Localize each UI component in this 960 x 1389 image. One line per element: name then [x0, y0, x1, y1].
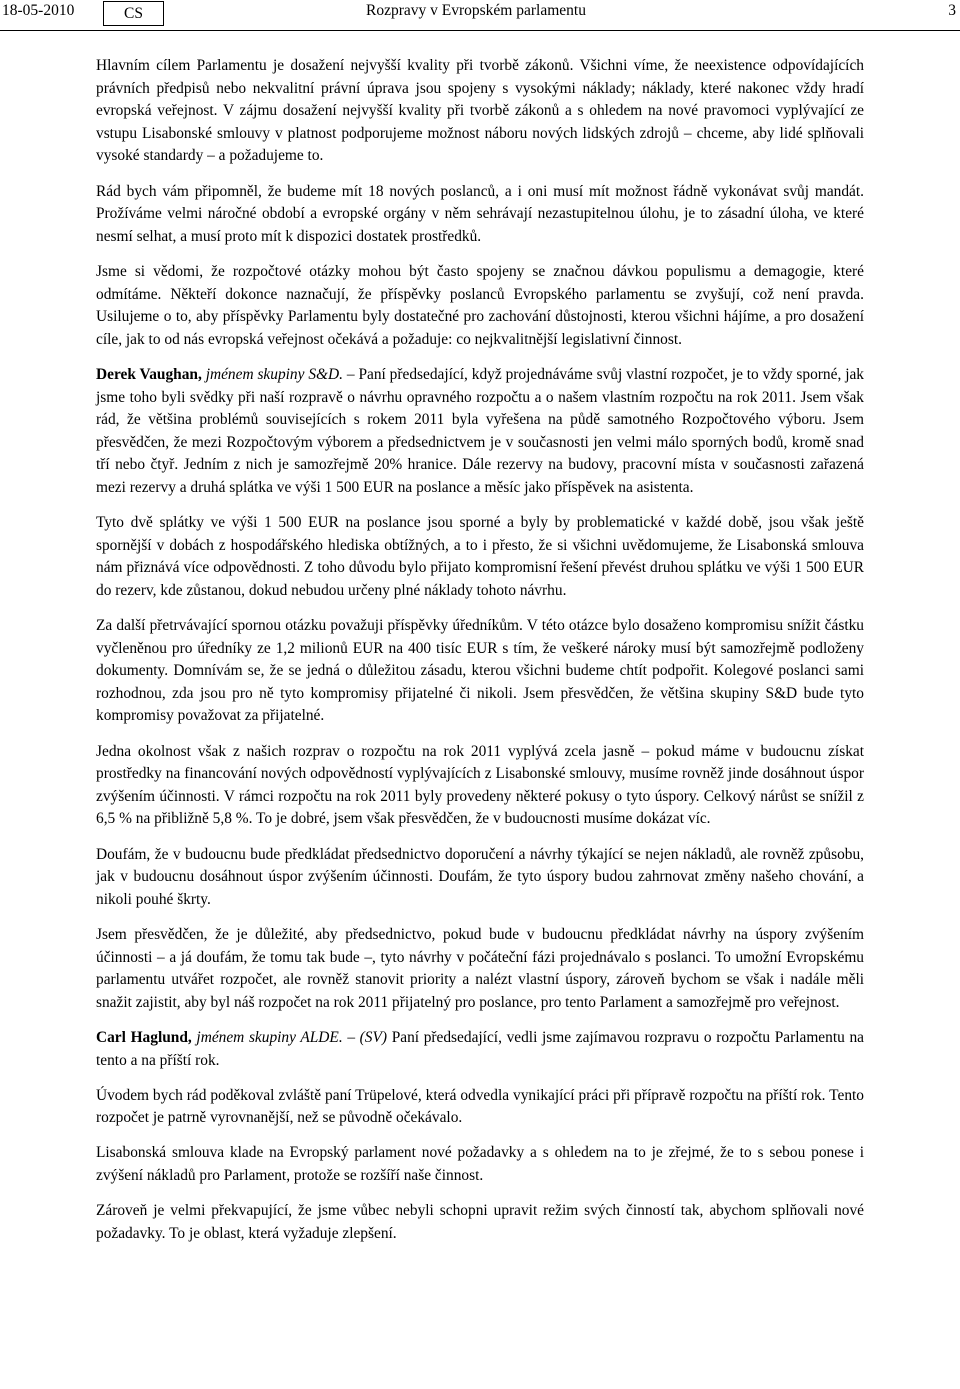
paragraph-text: Hlavním cílem Parlamentu je dosažení nejvyšší kvality při tvorbě zákonů. Všichni víme, že neexistence odpovídajících právních předpisů nebo nekvalitní právní úprava jsou spojeny s vysokými náklady; náklady, které nakonec vždy hradí evropská veřejnost. V zájmu dosažení nejvyšší kvality při tvorbě zákonů a s ohledem na nové pravomoci vyplývající ze vstupu Lisabonské smlouvy v platnost podporujeme možnost náboru nových lidských zdrojů – chceme, aby lidé splňovali vysoké standardy – a požadujeme to. — [96, 57, 864, 165]
paragraph-text: Paní předsedající, vedli jsme zajímavou rozpravu o rozpočtu Parlamentu na tento a na příští rok. — [96, 1028, 864, 1069]
paragraph — [96, 1085, 864, 1130]
paragraph-text: – Paní předsedající, když projednáváme svůj vlastní rozpočet, je to vždy sporné, jak jsme toho byli svědky při naší rozpravě o návrhu opravného rozpočtu a o našem vlastním rozpočtu na rok 2011. Jsem však rád, že většina problémů souvisejících s rokem 2011 byla vyřešena na půdě samotného Rozpočtového výboru. Jsem přesvědčen, že mezi Rozpočtovým výborem a předsednictvem je v současnosti jen velmi málo sporných bodů, kromě snad tří nebo čtyř. Jedním z nich je samozřejmě 20% hranice. Dále rezervy na budovy, pracovní místa v současnosti zařazená mezi rezervy a druhá splátka ve výši 1 500 EUR na poslance a měsíc jako příspěvek na asistenta. — [96, 365, 864, 496]
paragraph-text: Zároveň je velmi překvapující, že jsme vůbec nebyli schopni upravit režim svých činností tak, abychom splňovali nové požadavky. To je oblast, která vyžaduje zlepšení. — [96, 1202, 864, 1242]
language-code-box: CS — [103, 1, 164, 26]
running-title: Rozpravy v Evropském parlamentu — [366, 2, 586, 19]
paragraph-text: Úvodem bych rád poděkoval zvláště paní Trüpelové, která odvedla vynikající práci při přípravě rozpočtu na příští rok. Tento rozpočet je patrně vyrovnanější, než se původně očekávalo. — [96, 1086, 864, 1127]
speaker-name: Derek Vaughan, — [96, 365, 202, 383]
header-date: 18-05-2010 — [2, 2, 75, 19]
paragraph-text: Doufám, že v budoucnu bude předkládat předsednictvo doporučení a návrhy týkající se nejen nákladů, ale rovněž způsobu, jak v budoucnu dosáhnout úspor zvýšením účinnosti. Doufám, že tyto úspory budou zahrnovat změny našeho chování, a nikoli pouhé škrty. — [96, 845, 864, 908]
paragraph — [96, 1142, 864, 1187]
paragraph — [96, 181, 864, 249]
paragraph — [96, 512, 864, 602]
paragraph-text: Rád bych vám připomněl, že budeme mít 18 nových poslanců, a i oni musí mít možnost řádně vykonávat svůj mandát. Prožíváme velmi náročné období a evropské orgány v něm sehrávají nezastupitelnou úlohu, je to zásadní úloha, ve které nesmí selhat, a musí proto mít k dispozici dostatek prostředků. — [96, 182, 864, 245]
header-rule — [0, 30, 960, 31]
paragraph-text: Jsme si vědomi, že rozpočtové otázky mohou být často spojeny se značnou dávkou populismu a demagogie, které odmítáme. Někteří dokonce naznačují, že příspěvky poslanců Evropského parlamentu se zvyšují, což není pravda. Usilujeme o to, aby příspěvky Parlamentu byly dostatečné pro zachování důstojnosti, kterou všichni hájíme, a pro dosažení cíle, jak to od nás evropská veřejnost očekává a požaduje: co nejkvalitnější legislativní činnost. — [96, 262, 864, 348]
paragraph — [96, 55, 864, 168]
paragraph — [96, 1200, 864, 1245]
paragraph — [96, 924, 864, 1014]
paragraph-text: Jsem přesvědčen, že je důležité, aby předsednictvo, pokud bude v budoucnu předkládat návrhy na úspory zvýšením účinnosti – a já doufám, že tomu tak bude –, tyto návrhy v počáteční fázi projednávalo s poslanci. To umožní Evropskému parlamentu utvářet rozpočet, ale rovněž stanovit priority a nalézt vlastní úspory, zároveň bychom se však i nadále měli snažit zajistit, aby byl náš rozpočet na rok 2011 přijatelný pro poslance, pro tento Parlament a samozřejmě pro veřejnost. — [96, 925, 864, 1011]
speaker-role: jménem skupiny ALDE. – (SV) — [196, 1028, 388, 1046]
speaker-name: Carl Haglund, — [96, 1028, 192, 1046]
paragraph — [96, 741, 864, 831]
page-number: 3 — [948, 2, 956, 19]
paragraph — [96, 615, 864, 728]
speaker-role: jménem skupiny S&D. — [205, 365, 343, 383]
paragraph-text: Za další přetrvávající spornou otázku považuji příspěvky úředníkům. V této otázce bylo dosaženo kompromisu snížit částku vyčleněnou pro úředníky ze 1,2 milionů EUR na 400 tisíc EUR s tím, že veškeré nároky musí být samozřejmě podloženy dokumenty. Domnívám se, že se jedná o důležitou zásadu, kterou všichni budeme chtít podpořit. Kolegové poslanci sami rozhodnou, zda jsou pro ně tyto kompromisy přijatelné či nikoli. Jsem přesvědčen, že většina skupiny S&D bude tyto kompromisy považovat za přijatelné. — [96, 617, 864, 725]
paragraph-text: Jedna okolnost však z našich rozprav o rozpočtu na rok 2011 vyplývá zcela jasně – pokud máme v budoucnu získat prostředky na financování nových odpovědností vyplývajících z Lisabonské smlouvy, musíme rovněž jinde dosáhnout úspor zvýšením účinnosti. V rámci rozpočtu na rok 2011 byly provedeny některé pokusy o tyto úspory. Celkový nárůst se snížil z 6,5 % na přibližně 5,8 %. To je dobré, jsem však přesvědčen, že v budoucnosti musíme dokázat víc. — [96, 742, 864, 828]
speech-paragraph — [96, 364, 864, 500]
page-header — [0, 0, 960, 30]
paragraph-text: Lisabonská smlouva klade na Evropský parlament nové požadavky a s ohledem na to je zřejmé, že to s sebou ponese i zvýšení nákladů pro Parlament, protože se rozšíří naše činnost. — [96, 1144, 864, 1185]
paragraph — [96, 844, 864, 912]
document-body — [96, 55, 864, 1258]
paragraph-text: Tyto dvě splátky ve výši 1 500 EUR na poslance jsou sporné a byly by problematické v každé době, jsou však ještě spornější v dobách z hospodářského hlediska obtížných, a to i přesto, že si všichni uvědomujeme, že Lisabonská smlouva nám přiznává více odpovědnosti. Z toho důvodu bylo přijato kompromisní řešení převést druhou splátku ve výši 1 500 EUR do rezerv, kde zůstanou, dokud nebudou určeny plné náklady tohoto návrhu. — [96, 514, 864, 599]
paragraph — [96, 261, 864, 351]
speech-paragraph — [96, 1027, 864, 1072]
